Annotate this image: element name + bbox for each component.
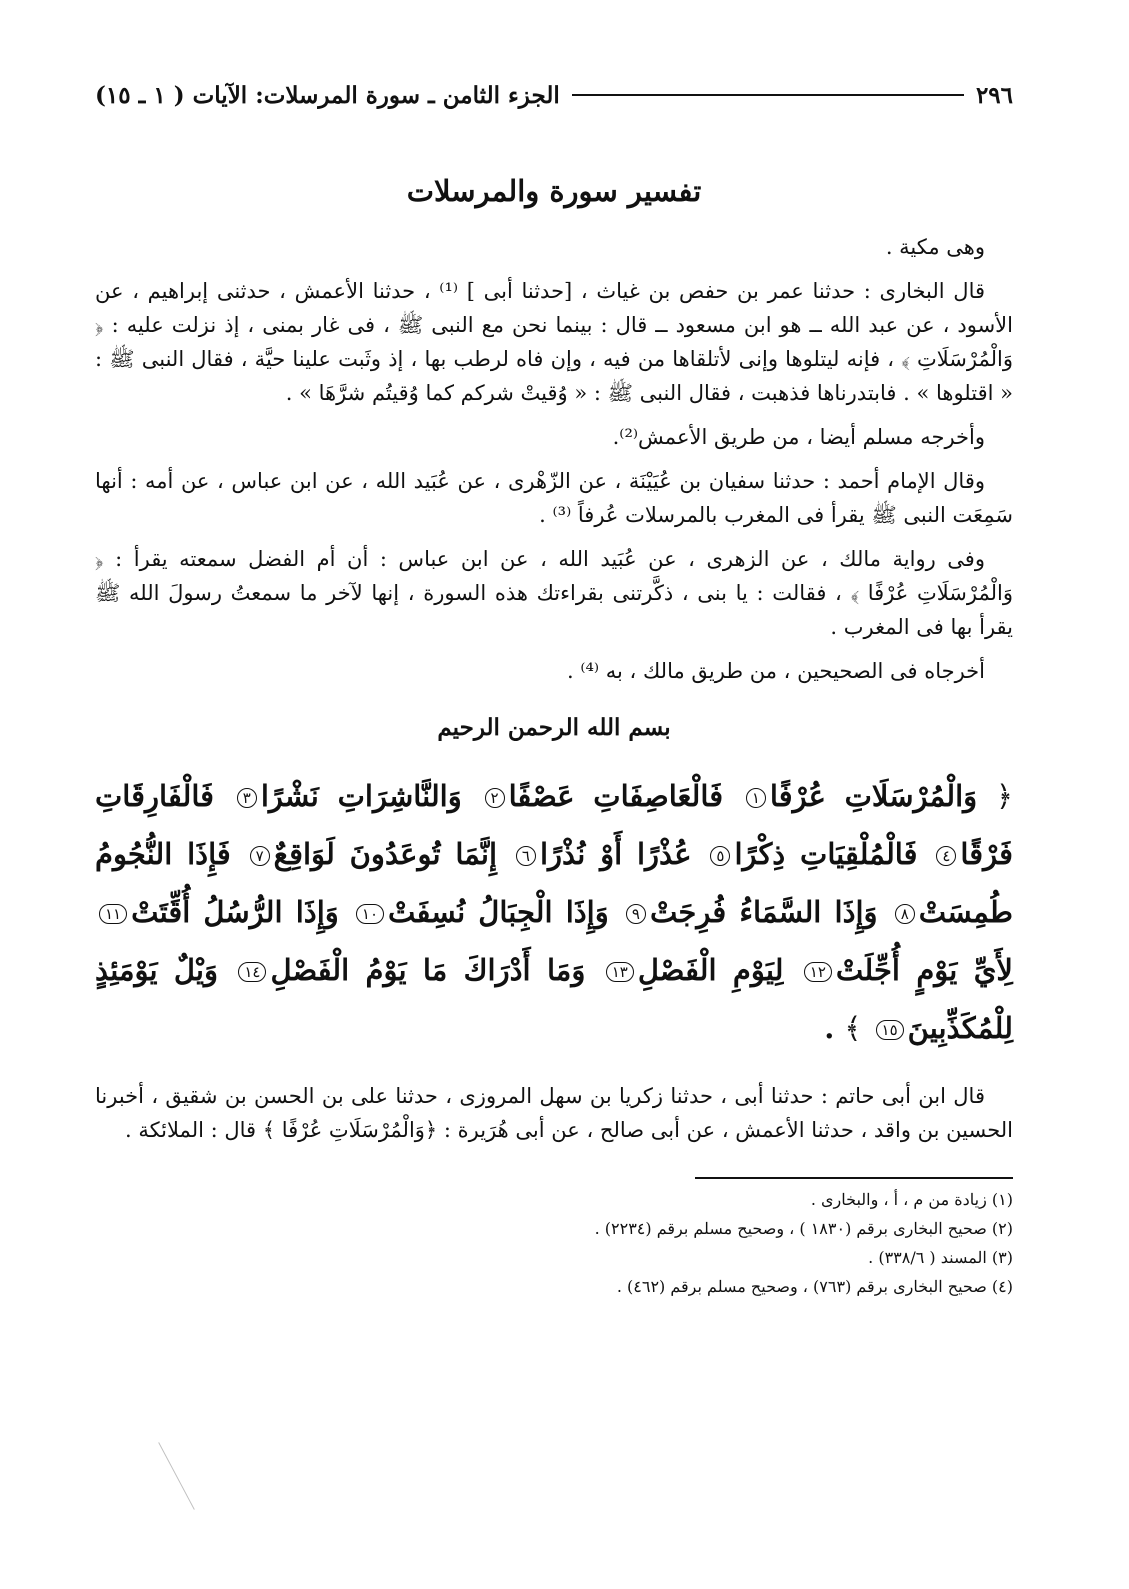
running-header	[95, 78, 1013, 112]
paragraph-sahihain: أخرجاه فى الصحيحين ، من طريق مالك ، به ⁽⁴⁾ .	[566, 659, 985, 683]
footnote-3: (٣) المسند ( ٣٣٨/٦) .	[868, 1248, 1013, 1267]
paragraph-makkiyya: وهى مكية .	[885, 235, 985, 259]
verse-text: لِأَيِّ يَوْمٍ أُجِّلَتْ	[835, 953, 1013, 987]
verse-text: إِنَّمَا تُوعَدُونَ لَوَاقِعٌ	[273, 837, 498, 871]
paragraph-malik: وفى رواية مالك ، عن الزهرى ، عن عُبَيد الله ، عن ابن عباس : أن أم الفضل سمعته يقرأ : ﴿ وَالْمُرْسَلَاتِ عُرْفًا ﴾ ، فقالت : يا بنى ، ذكَّرتنى بقراءتك هذه السورة ، إنها لآخر ما سمعتُ رسولَ الله ﷺ يقرأ بها فى المغرب .	[95, 547, 1013, 639]
ornate-bracket-close: ﴾	[844, 1011, 862, 1045]
verse-text: لِيَوْمِ الْفَصْلِ	[637, 953, 784, 987]
paragraph-ahmad: وقال الإمام أحمد : حدثنا سفيان بن عُيَيْنَة ، عن الزّهْرى ، عن عُبَيد الله ، عن ابن عباس ، عن أمه : أنها سَمِعَت النبى ﷺ يقرأ فى المغرب بالمرسلات عُرفاً ⁽³⁾ .	[95, 469, 1013, 527]
verse-text: وَإِذَا الْجِبَالُ نُسِفَتْ	[388, 895, 609, 929]
header-rule	[572, 94, 964, 96]
paragraph-ibn-abi-hatim: قال ابن أبى حاتم : حدثنا أبى ، حدثنا زكريا بن سهل المروزى ، حدثنا على بن الحسن بن شقيق ، أخبرنا الحسين بن واقد ، حدثنا الأعمش ، عن أبى صالح ، عن أبى هُرَيرة : ﴿وَالْمُرْسَلَاتِ عُرْفًا ﴾ قال : الملائكة .	[95, 1084, 1013, 1142]
verse-text: عُذْرًا أَوْ نُذْرًا	[539, 837, 692, 871]
verse-text: فَالْعَاصِفَاتِ عَصْفًا	[508, 779, 724, 813]
verse-text: وَالْمُرْسَلَاتِ عُرْفًا	[769, 779, 978, 813]
verse-number: ١٣	[606, 962, 634, 982]
scan-scratch-mark	[158, 1442, 195, 1510]
verse-number: ٦	[516, 846, 536, 866]
basmala: بسم الله الرحمن الرحيم	[437, 714, 671, 741]
page-number: ٢٩٦	[975, 81, 1013, 109]
verse-text: فَالْمُلْقِيَاتِ ذِكْرًا	[734, 837, 918, 871]
verse-text: فَالْفَارِقَاتِ فَرْقًا	[95, 779, 1013, 871]
footnotes	[95, 1185, 1013, 1301]
quran-verses: ﴿ وَالْمُرْسَلَاتِ عُرْفًا١ فَالْعَاصِفَاتِ عَصْفًا٢ وَالنَّاشِرَاتِ نَشْرًا٣ فَالْفَارِقَاتِ فَرْقًا٤ فَالْمُلْقِيَاتِ ذِكْرًا٥ عُذْرًا أَوْ نُذْرًا٦ إِنَّمَا تُوعَدُونَ لَوَاقِعٌ٧ فَإِذَا النُّجُومُ طُمِسَتْ٨ وَإِذَا السَّمَاءُ فُرِجَتْ٩ وَإِذَا الْجِبَالُ نُسِفَتْ١٠ وَإِذَا الرُّسُلُ أُقِّتَتْ١١ لِأَيِّ يَوْمٍ أُجِّلَتْ١٢ لِيَوْمِ الْفَصْلِ١٣ وَمَا أَدْرَاكَ مَا يَوْمُ الْفَصْلِ١٤ وَيْلٌ يَوْمَئِذٍ لِلْمُكَذِّبِينَ١٥ ﴾ .	[95, 779, 1013, 1045]
verse-number: ١١	[99, 904, 127, 924]
verse-number: ٧	[250, 846, 270, 866]
verse-text: وَالنَّاشِرَاتِ نَشْرًا	[260, 779, 462, 813]
footnote-1: (١) زيادة من م ، أ ، والبخارى .	[810, 1190, 1013, 1209]
verse-number: ٩	[626, 904, 646, 924]
paragraph-bukhari: قال البخارى : حدثنا عمر بن حفص بن غياث ، [حدثنا أبى ] ⁽¹⁾ ، حدثنا الأعمش ، حدثنى إبراهيم ، عن الأسود ، عن عبد الله ــ هو ابن مسعود ــ قال : بينما نحن مع النبى ﷺ ، فى غار بمنى ، إذ نزلت عليه : ﴿ وَالْمُرْسَلَاتِ ﴾ ، فإنه ليتلوها وإنى لأتلقاها من فيه ، وإن فاه لرطب بها ، إذ وثَبت علينا حيَّة ، فقال النبى ﷺ : « اقتلوها » . فابتدرناها فذهبت ، فقال النبى ﷺ : « وُقيتْ شركم كما وُقيتُم شرَّهَا » .	[95, 279, 1013, 405]
footnote-4: (٤) صحيح البخارى برقم (٧٦٣) ، وصحيح مسلم برقم (٤٦٢) .	[616, 1277, 1013, 1296]
verse-number: ٥	[710, 846, 730, 866]
verse-number: ٤	[936, 846, 956, 866]
ornate-bracket-open: ﴿	[995, 779, 1013, 813]
verse-number: ١٠	[356, 904, 384, 924]
verse-number: ٨	[895, 904, 915, 924]
verse-number: ٢	[485, 788, 505, 808]
book-page	[95, 78, 1013, 1301]
verse-number: ١٢	[804, 962, 832, 982]
paragraph-muslim: وأخرجه مسلم أيضا ، من طريق الأعمش⁽²⁾.	[612, 425, 985, 449]
verse-number: ١٤	[238, 962, 266, 982]
verse-number: ١	[746, 788, 766, 808]
verse-number: ١٥	[876, 1020, 904, 1040]
surah-title: تفسير سورة والمرسلات	[406, 174, 702, 208]
running-title: الجزء الثامن ـ سورة المرسلات: الآيات ( ١ ـ ١٥)	[95, 81, 560, 109]
footnote-rule	[695, 1177, 1013, 1179]
verse-text: وَإِذَا السَّمَاءُ فُرِجَتْ	[649, 895, 878, 929]
verse-text: وَيْلٌ يَوْمَئِذٍ لِلْمُكَذِّبِينَ	[95, 953, 1013, 1045]
verse-text: وَإِذَا الرُّسُلُ أُقِّتَتْ	[131, 895, 339, 929]
footnote-2: (٢) صحيح البخارى برقم (١٨٣٠ ) ، وصحيح مسلم برقم (٢٢٣٤) .	[594, 1219, 1013, 1238]
verse-number: ٣	[237, 788, 257, 808]
verse-text: وَمَا أَدْرَاكَ مَا يَوْمُ الْفَصْلِ	[270, 953, 586, 987]
verse-text: فَإِذَا النُّجُومُ طُمِسَتْ	[95, 837, 1013, 929]
